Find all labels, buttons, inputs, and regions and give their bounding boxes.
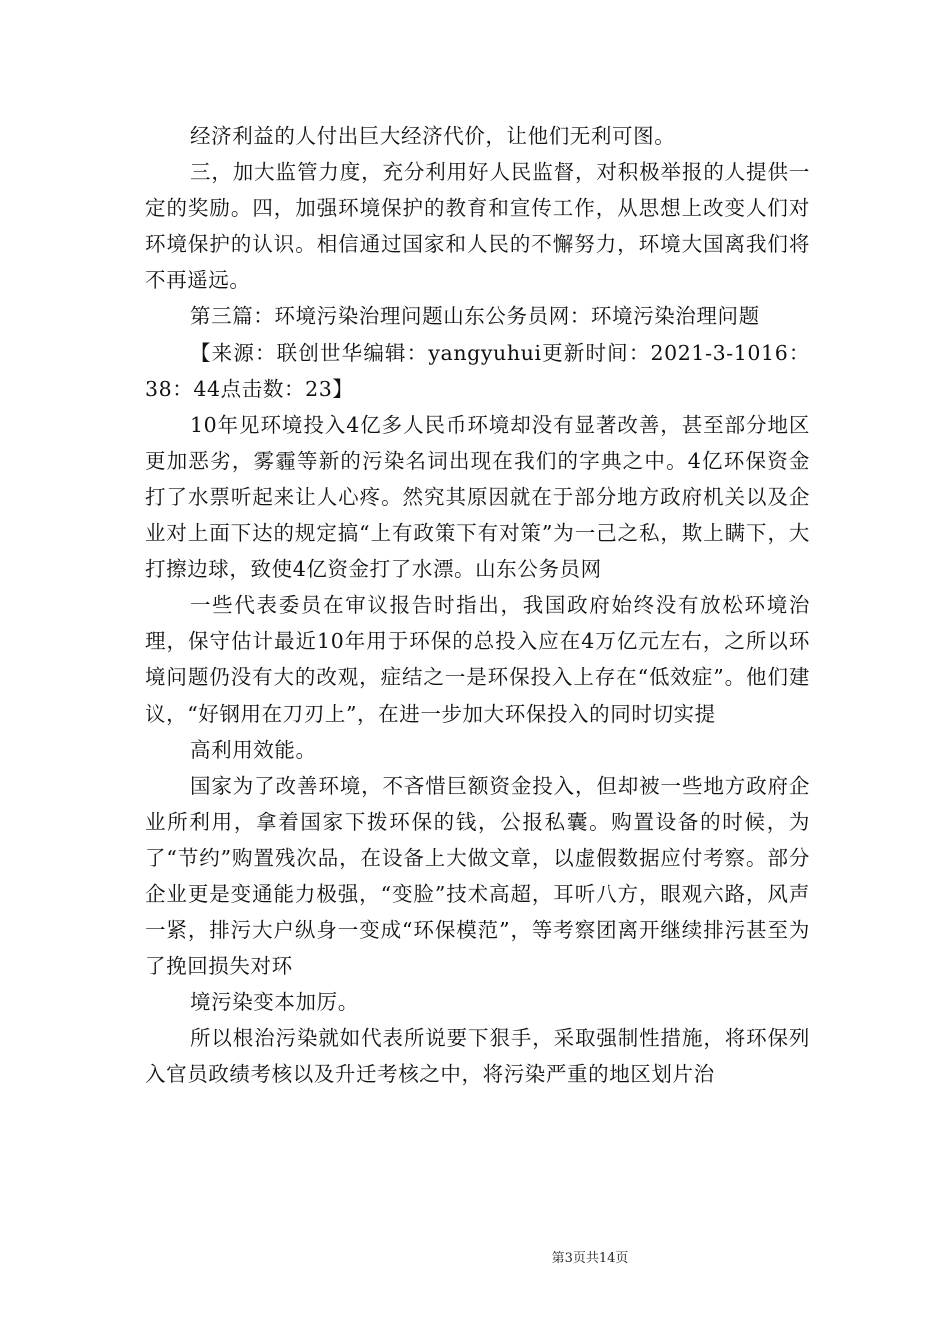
page-number: 第3页共14页: [551, 1251, 629, 1266]
paragraph-8: 所以根治污染就如代表所说要下狠手，采取强制性措施，将环保列入官员政绩考核以及升迁考核之中，将污染严重的地区划片治: [145, 1026, 810, 1087]
source-line: 【来源：联创世华编辑：yangyuhui更新时间：2021-3-1016：38：44点击数：23】: [145, 340, 810, 401]
paragraph-1: 经济利益的人付出巨大经济代价，让他们无利可图。: [190, 124, 676, 148]
paragraph-2: 三，加大监管力度，充分利用好人民监督，对积极举报的人提供一定的奖励。四，加强环境保护的教育和宣传工作，从思想上改变人们对环境保护的认识。相信通过国家和人民的不懈努力，环境大国离我们将不再遥远。: [145, 160, 810, 293]
section-heading: 第三篇：环境污染治理问题山东公务员网：环境污染治理问题: [190, 304, 760, 329]
document-body: [145, 118, 810, 1093]
paragraph-6: 国家为了改善环境，不吝惜巨额资金投入，但却被一些地方政府企业所利用，拿着国家下拨环保的钱，公报私囊。购置设备的时候，为了“节约”购置残次品，在设备上大做文章，以虚假数据应付考察。部分企业更是变通能力极强，“变脸”技术高超，耳听八方，眼观六路，风声一紧，排污大户纵身一变成“环保模范”，等考察团离开继续排污甚至为了挽回损失对环: [145, 773, 810, 979]
paragraph-4: 一些代表委员在审议报告时指出，我国政府始终没有放松环境治理，保守估计最近10年用于环保的总投入应在4万亿元左右，之所以环境问题仍没有大的改观，症结之一是环保投入上存在“低效症”。他们建议，“好钢用在刀刃上”，在进一步加大环保投入的同时切实提: [145, 593, 810, 726]
paragraph-3: 10年见环境投入4亿多人民币环境却没有显著改善，甚至部分地区更加恶劣，雾霾等新的污染名词出现在我们的字典之中。4亿环保资金打了水票听起来让人心疼。然究其原因就在于部分地方政府机关以及企业对上面下达的规定搞“上有政策下有对策”为一己之私，欺上瞒下，大打擦边球，致使4亿资金打了水漂。山东公务员网: [145, 412, 810, 582]
paragraph-7: 境污染变本加厉。: [190, 990, 359, 1015]
paragraph-5: 高利用效能。: [190, 737, 317, 762]
